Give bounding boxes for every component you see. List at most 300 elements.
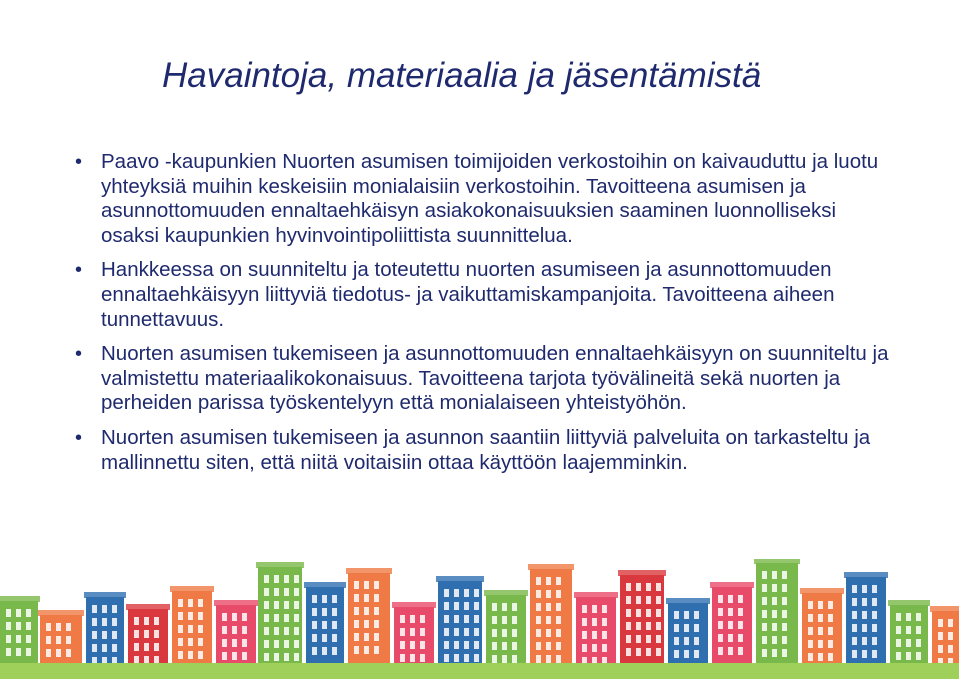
building-window <box>718 621 723 629</box>
building-window <box>332 608 337 616</box>
building-window <box>242 652 247 660</box>
building-roof <box>754 559 800 564</box>
building-window <box>16 635 21 643</box>
building-window <box>464 654 469 662</box>
building-roof <box>484 590 528 596</box>
bullet-item <box>75 342 895 416</box>
building-window <box>16 622 21 630</box>
building-window <box>112 644 117 652</box>
building-window <box>374 581 379 589</box>
building-window <box>232 639 237 647</box>
building-window <box>154 643 159 651</box>
building-window <box>198 651 203 659</box>
building-window <box>828 640 833 648</box>
building-window <box>872 611 877 619</box>
building-window <box>512 629 517 637</box>
building-window <box>364 594 369 602</box>
building-window <box>656 648 661 656</box>
building-window <box>444 641 449 649</box>
building-window <box>154 617 159 625</box>
building-window <box>782 649 787 657</box>
building-window <box>474 589 479 597</box>
building-window <box>274 588 279 596</box>
building-window <box>420 615 425 623</box>
building-window <box>916 626 921 634</box>
building-window <box>92 618 97 626</box>
building-window <box>718 634 723 642</box>
building-window <box>906 639 911 647</box>
building-window <box>188 638 193 646</box>
building-window <box>188 651 193 659</box>
building-window <box>762 584 767 592</box>
building-window <box>264 627 269 635</box>
building-window <box>284 627 289 635</box>
building-window <box>828 627 833 635</box>
building-window <box>354 594 359 602</box>
building-window <box>322 647 327 655</box>
building-roof <box>666 598 710 604</box>
building-window <box>772 636 777 644</box>
building-window <box>332 647 337 655</box>
building-window <box>772 623 777 631</box>
building-window <box>636 583 641 591</box>
building-window <box>592 605 597 613</box>
building-window <box>354 581 359 589</box>
building-roof <box>256 562 304 568</box>
building-window <box>772 571 777 579</box>
building-window <box>322 634 327 642</box>
building-window <box>906 626 911 634</box>
building-window <box>738 621 743 629</box>
building-window <box>410 641 415 649</box>
building-roof <box>346 568 392 574</box>
building-window <box>66 636 71 644</box>
building-window <box>264 575 269 583</box>
bullet-text: Hankkeessa on suunniteltu ja toteutettu nuorten asumiseen ja asunnottomuuden ennaltaehkäisyyn liittyviä tiedotus- ja vaikuttamiskampanjoita. Tavoitteena aiheen tunnettavuus. <box>101 258 835 331</box>
building-window <box>454 654 459 662</box>
building-window <box>112 618 117 626</box>
building-window <box>56 623 61 631</box>
building-window <box>782 584 787 592</box>
building-window <box>626 635 631 643</box>
building-window <box>502 616 507 624</box>
building-window <box>546 616 551 624</box>
building-window <box>772 584 777 592</box>
building-window <box>852 650 857 658</box>
building-window <box>26 635 31 643</box>
building-roof <box>392 602 436 608</box>
building-window <box>674 611 679 619</box>
building-window <box>852 637 857 645</box>
building-window <box>420 628 425 636</box>
building-window <box>536 655 541 663</box>
building-roof <box>844 572 888 578</box>
building-window <box>364 633 369 641</box>
building-window <box>626 609 631 617</box>
building-window <box>502 642 507 650</box>
building-window <box>66 649 71 657</box>
building-window <box>464 602 469 610</box>
building-window <box>762 636 767 644</box>
bullet-item <box>75 258 895 332</box>
building-window <box>582 644 587 652</box>
building-window <box>354 607 359 615</box>
building-window <box>312 621 317 629</box>
building-window <box>762 610 767 618</box>
building-window <box>92 631 97 639</box>
building-window <box>656 635 661 643</box>
building-window <box>582 605 587 613</box>
building-window <box>916 613 921 621</box>
building-roof <box>930 606 959 612</box>
building-window <box>332 621 337 629</box>
building-window <box>582 631 587 639</box>
building-window <box>274 640 279 648</box>
building-window <box>454 589 459 597</box>
building-window <box>646 583 651 591</box>
building-roof <box>38 610 84 616</box>
building-window <box>782 597 787 605</box>
building-window <box>852 598 857 606</box>
building-window <box>232 613 237 621</box>
building-window <box>818 627 823 635</box>
building-roof <box>84 592 126 598</box>
building-window <box>354 646 359 654</box>
building <box>932 611 959 667</box>
building-window <box>374 607 379 615</box>
building-window <box>374 594 379 602</box>
building-window <box>656 583 661 591</box>
building-window <box>464 628 469 636</box>
building-window <box>556 642 561 650</box>
building-window <box>198 612 203 620</box>
building-window <box>274 575 279 583</box>
building-window <box>938 645 943 653</box>
bullet-text: Paavo -kaupunkien Nuorten asumisen toimijoiden verkostoihin on kaivauduttu ja luotu yhteyksiä muihin keskeisiin monialaisiin verkostoihin. Tavoitteena asumisen ja asunnottomuuden ennaltaehkäisyn asiakokonaisuuksien saaminen luonnolliseksi osaksi kaupunkien hyvinvointipoliittista suunnittelua. <box>101 150 879 247</box>
building-window <box>728 595 733 603</box>
building-window <box>444 654 449 662</box>
building-window <box>492 603 497 611</box>
building-window <box>154 656 159 664</box>
building-window <box>198 625 203 633</box>
building-window <box>808 601 813 609</box>
building-window <box>916 639 921 647</box>
building-window <box>602 605 607 613</box>
building-window <box>828 653 833 661</box>
building-roof <box>574 592 618 598</box>
building-window <box>512 603 517 611</box>
building-window <box>364 646 369 654</box>
building-window <box>938 632 943 640</box>
building-window <box>274 627 279 635</box>
building-window <box>6 635 11 643</box>
building-window <box>896 639 901 647</box>
building-window <box>818 653 823 661</box>
building-window <box>222 652 227 660</box>
building-window <box>420 641 425 649</box>
building-window <box>312 634 317 642</box>
building-roof <box>528 564 574 570</box>
building-window <box>354 633 359 641</box>
building-window <box>232 652 237 660</box>
building-window <box>772 597 777 605</box>
building-window <box>374 646 379 654</box>
building-window <box>646 622 651 630</box>
building-window <box>56 649 61 657</box>
building-window <box>674 650 679 658</box>
building-window <box>264 601 269 609</box>
building-window <box>154 630 159 638</box>
building-roof <box>436 576 484 582</box>
building-window <box>188 612 193 620</box>
bullet-text: Nuorten asumisen tukemiseen ja asunnottomuuden ennaltaehkäisyyn on suunniteltu ja valmistettu materiaalikokonaisuus. Tavoitteena tarjota työvälineitä sekä nuorten ja perheiden parissa työskentelyyn että monialaiseen yhteistyöhön. <box>101 342 889 415</box>
bullet-marker: • <box>75 426 83 449</box>
building-window <box>178 651 183 659</box>
building-window <box>828 614 833 622</box>
building-window <box>852 624 857 632</box>
building-window <box>906 652 911 660</box>
building-window <box>294 640 299 648</box>
building-window <box>284 653 289 661</box>
building-window <box>112 605 117 613</box>
building-window <box>626 622 631 630</box>
building-window <box>46 649 51 657</box>
building-window <box>144 656 149 664</box>
building-window <box>26 622 31 630</box>
building-window <box>400 628 405 636</box>
building-window <box>546 642 551 650</box>
building-window <box>536 616 541 624</box>
building-window <box>134 656 139 664</box>
building-window <box>454 602 459 610</box>
building-window <box>536 629 541 637</box>
building-window <box>178 625 183 633</box>
building-window <box>274 653 279 661</box>
building-roof <box>618 570 666 576</box>
building-window <box>896 652 901 660</box>
building-window <box>144 643 149 651</box>
building-window <box>626 583 631 591</box>
building-window <box>656 609 661 617</box>
building-roof <box>126 604 170 610</box>
building-window <box>134 630 139 638</box>
building-window <box>144 617 149 625</box>
building-window <box>546 590 551 598</box>
building-window <box>872 650 877 658</box>
building-window <box>444 589 449 597</box>
building-window <box>474 654 479 662</box>
building-window <box>102 618 107 626</box>
building-window <box>556 603 561 611</box>
building-window <box>322 621 327 629</box>
bullet-item <box>75 426 895 475</box>
building-window <box>782 623 787 631</box>
building-window <box>332 634 337 642</box>
bullet-text: Nuorten asumisen tukemiseen ja asunnon saantiin liittyviä palveluita on tarkasteltu ja mallinnettu siten, että niitä voitaisiin ottaa käyttöön laajemminkin. <box>101 425 871 474</box>
building-window <box>102 631 107 639</box>
building-window <box>872 624 877 632</box>
building-window <box>284 601 289 609</box>
building-window <box>400 615 405 623</box>
bullet-item <box>75 150 895 248</box>
building-window <box>656 622 661 630</box>
building-window <box>178 612 183 620</box>
building-window <box>420 654 425 662</box>
building-window <box>636 609 641 617</box>
building-window <box>284 588 289 596</box>
building-window <box>556 577 561 585</box>
building-window <box>556 590 561 598</box>
building-window <box>738 647 743 655</box>
building-window <box>464 615 469 623</box>
building-window <box>646 609 651 617</box>
building-window <box>26 609 31 617</box>
building-window <box>674 637 679 645</box>
building-window <box>694 637 699 645</box>
building-window <box>948 619 953 627</box>
building-window <box>322 608 327 616</box>
building-window <box>400 654 405 662</box>
building-window <box>808 653 813 661</box>
building-window <box>556 655 561 663</box>
building-window <box>492 642 497 650</box>
building-window <box>646 596 651 604</box>
building-window <box>818 614 823 622</box>
building-window <box>492 629 497 637</box>
building-window <box>862 585 867 593</box>
building-window <box>26 648 31 656</box>
building-window <box>626 596 631 604</box>
building-window <box>364 607 369 615</box>
building-window <box>602 644 607 652</box>
building-window <box>782 610 787 618</box>
bullet-marker: • <box>75 151 83 173</box>
building-window <box>718 595 723 603</box>
building-window <box>762 623 767 631</box>
building-window <box>312 595 317 603</box>
building-window <box>636 648 641 656</box>
building-window <box>364 581 369 589</box>
building-window <box>762 571 767 579</box>
building-window <box>592 618 597 626</box>
building-window <box>646 635 651 643</box>
buildings-skyline-illustration <box>0 559 959 679</box>
building-window <box>178 638 183 646</box>
building-window <box>294 614 299 622</box>
building-window <box>546 603 551 611</box>
building-window <box>728 634 733 642</box>
building-window <box>602 631 607 639</box>
bullet-marker: • <box>75 259 83 282</box>
building-window <box>738 634 743 642</box>
building-window <box>808 627 813 635</box>
building-window <box>738 595 743 603</box>
building-window <box>852 611 857 619</box>
building-window <box>242 613 247 621</box>
building-window <box>546 577 551 585</box>
building-window <box>444 615 449 623</box>
building-window <box>636 596 641 604</box>
building-window <box>694 611 699 619</box>
building-window <box>474 615 479 623</box>
building-window <box>222 613 227 621</box>
building-window <box>312 608 317 616</box>
bullet-marker: • <box>75 343 83 366</box>
building-roof <box>888 600 930 606</box>
building-window <box>556 629 561 637</box>
building-window <box>188 599 193 607</box>
building-window <box>188 625 193 633</box>
building-window <box>410 628 415 636</box>
building-window <box>728 647 733 655</box>
building-roof <box>214 600 258 606</box>
building-window <box>242 639 247 647</box>
building-window <box>264 640 269 648</box>
building-window <box>782 636 787 644</box>
building-window <box>852 585 857 593</box>
building-window <box>718 608 723 616</box>
building-window <box>364 620 369 628</box>
building-window <box>410 654 415 662</box>
building-window <box>684 624 689 632</box>
building-window <box>264 614 269 622</box>
building-window <box>502 629 507 637</box>
building-window <box>66 623 71 631</box>
building-window <box>502 655 507 663</box>
building-roof <box>710 582 754 588</box>
building-window <box>592 644 597 652</box>
building-window <box>410 615 415 623</box>
building-window <box>536 603 541 611</box>
bullet-list <box>75 150 895 485</box>
building-window <box>938 619 943 627</box>
building-window <box>772 649 777 657</box>
building-window <box>502 603 507 611</box>
building-window <box>684 650 689 658</box>
building-window <box>294 575 299 583</box>
building-window <box>102 605 107 613</box>
building-window <box>818 640 823 648</box>
building-window <box>896 626 901 634</box>
building-window <box>92 605 97 613</box>
building-window <box>626 648 631 656</box>
building-window <box>546 655 551 663</box>
building-window <box>872 598 877 606</box>
building-window <box>232 626 237 634</box>
building-window <box>16 648 21 656</box>
building-window <box>474 641 479 649</box>
building-window <box>916 652 921 660</box>
building-window <box>6 648 11 656</box>
building-window <box>738 608 743 616</box>
building-window <box>896 613 901 621</box>
building-window <box>808 640 813 648</box>
building-window <box>512 655 517 663</box>
building-window <box>264 653 269 661</box>
ground-strip <box>0 663 959 679</box>
building-window <box>684 637 689 645</box>
building-window <box>6 609 11 617</box>
building-window <box>322 595 327 603</box>
building-window <box>354 620 359 628</box>
building-window <box>862 611 867 619</box>
building-window <box>400 641 405 649</box>
building-roof <box>170 586 214 592</box>
building-window <box>602 618 607 626</box>
building-window <box>536 642 541 650</box>
building-window <box>134 643 139 651</box>
building-window <box>512 616 517 624</box>
